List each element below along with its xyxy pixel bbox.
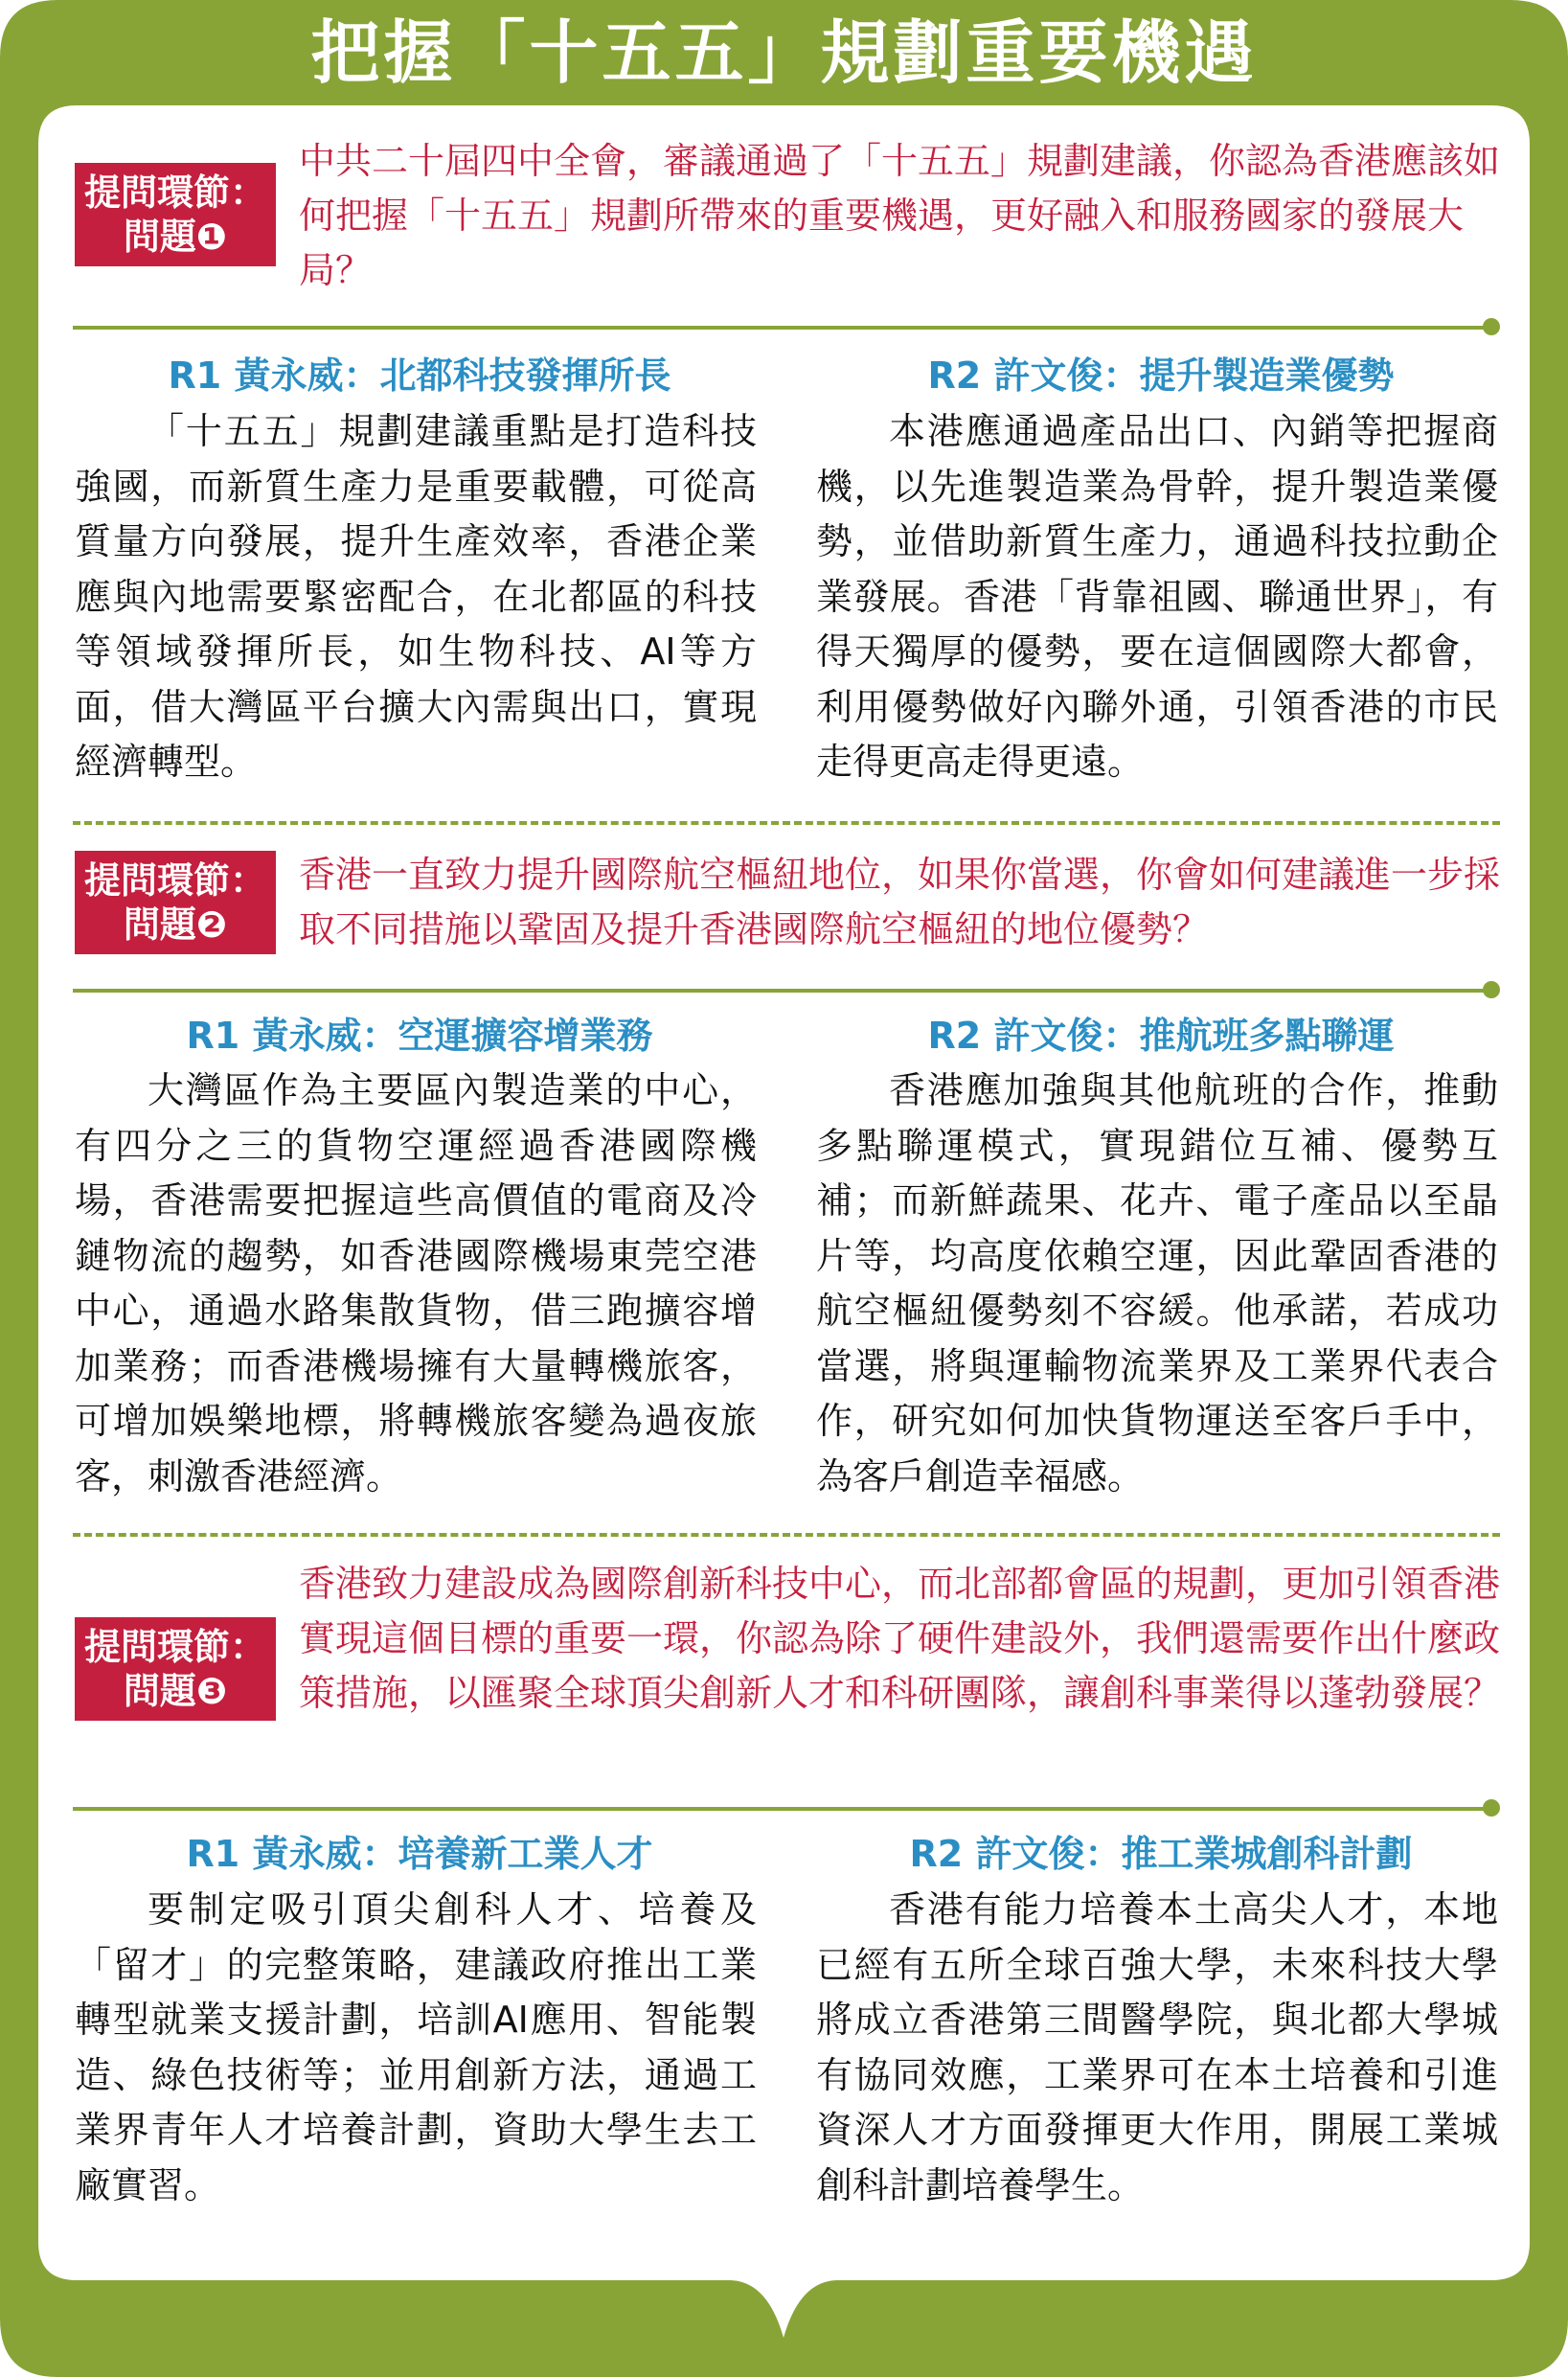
question-tag-number: 問題❷ (123, 903, 228, 946)
r1-answer-body-2: 大灣區作為主要區內製造業的中心，有四分之三的貨物空運經過香港國際機場，香港需要把握這些高價值的電商及冷鏈物流的趨勢，如香港國際機場東莞空港中心，通過水路集散貨物，借三跑擴容增加業務；而香港機場擁有大量轉機旅客，可增加娛樂地標，將轉機旅客變為過夜旅客，刺激香港經濟。 (75, 1069, 757, 1497)
page-title: 把握「十五五」規劃重要機遇 (310, 12, 1258, 93)
r2-answer-heading-1: R2 許文俊：提升製造業優勢 (927, 354, 1395, 397)
r1-answer-heading-3: R1 黃永威：培養新工業人才 (186, 1833, 653, 1875)
question-tag-number: 問題❸ (123, 1670, 228, 1712)
r2-answer-body-2: 香港應加強與其他航班的合作，推動多點聯運模式，實現錯位互補、優勢互補；而新鮮蔬果、花卉、電子產品以至晶片等，均高度依賴空運，因此鞏固香港的航空樞紐優勢刻不容緩。他承諾，若成功當選，將與運輸物流業界及工業界代表合作，研究如何加快貨物運送至客戶手中，為客戶創造幸福感。 (816, 1069, 1498, 1497)
question-tag-label: 提問環節： (83, 859, 266, 902)
question-tag-label: 提問環節： (83, 171, 266, 214)
question-tag-1 (75, 163, 276, 266)
r1-answer-heading-1: R1 黃永威：北都科技發揮所長 (168, 354, 671, 397)
question-tag-3 (75, 1617, 276, 1721)
question-tag-2 (75, 851, 276, 954)
r1-answer-body-3: 要制定吸引頂尖創科人才、培養及「留才」的完整策略，建議政府推出工業轉型就業支援計劃，培訓AI應用、智能製造、綠色技術等；並用創新方法，通過工業界青年人才培養計劃，資助大學生去工廠實習。 (75, 1888, 757, 2206)
r2-answer-heading-2: R2 許文俊：推航班多點聯運 (927, 1015, 1395, 1057)
section-divider (73, 326, 1490, 330)
r1-answer-heading-2: R1 黃永威：空運擴容增業務 (186, 1015, 653, 1057)
divider-dot (1483, 1799, 1500, 1817)
r2-answer-body-3: 香港有能力培養本土高尖人才，本地已經有五所全球百強大學，未來科技大學將成立香港第三間醫學院，與北都大學城有協同效應，工業界可在本土培養和引進資深人才方面發揮更大作用，開展工業城創科計劃培養學生。 (816, 1888, 1498, 2206)
r2-answer-body-1: 本港應通過產品出口、內銷等把握商機，以先進製造業為骨幹，提升製造業優勢，並借助新質生產力，通過科技拉動企業發展。香港「背靠祖國、聯通世界」，有得天獨厚的優勢，要在這個國際大都會，利用優勢做好內聯外通，引領香港的市民走得更高走得更遠。 (816, 410, 1498, 783)
divider-dot (1483, 981, 1500, 998)
r1-answer-body-1: 「十五五」規劃建議重點是打造科技強國，而新質生產力是重要載體，可從高質量方向發展，提升生產效率，香港企業應與內地需要緊密配合，在北都區的科技等領域發揮所長，如生物科技、AI等方面，借大灣區平台擴大內需與出口，實現經濟轉型。 (75, 410, 757, 783)
question-tag-label: 提問環節： (83, 1626, 266, 1668)
divider-dot (1483, 318, 1500, 335)
section-divider (73, 1807, 1490, 1811)
question-text-3: 香港致力建設成為國際創新科技中心，而北部都會區的規劃，更加引領香港實現這個目標的重要一環，你認為除了硬件建設外，我們還需要作出什麼政策措施，以匯聚全球頂尖創新人才和科研團隊，讓創科事業得以蓬勃發展？ (299, 1563, 1501, 1714)
question-tag-number: 問題❶ (123, 216, 228, 258)
dashed-separator (73, 821, 1500, 825)
dashed-separator (73, 1533, 1500, 1537)
r2-answer-heading-3: R2 許文俊：推工業城創科計劃 (909, 1833, 1413, 1875)
question-text-2: 香港一直致力提升國際航空樞紐地位，如果你當選，你會如何建議進一步採取不同措施以鞏固及提升香港國際航空樞紐的地位優勢？ (299, 854, 1501, 950)
question-text-1: 中共二十屆四中全會，審議通過了「十五五」規劃建議，你認為香港應該如何把握「十五五」規劃所帶來的重要機遇，更好融入和服務國家的發展大局？ (299, 140, 1501, 291)
section-divider (73, 989, 1490, 993)
